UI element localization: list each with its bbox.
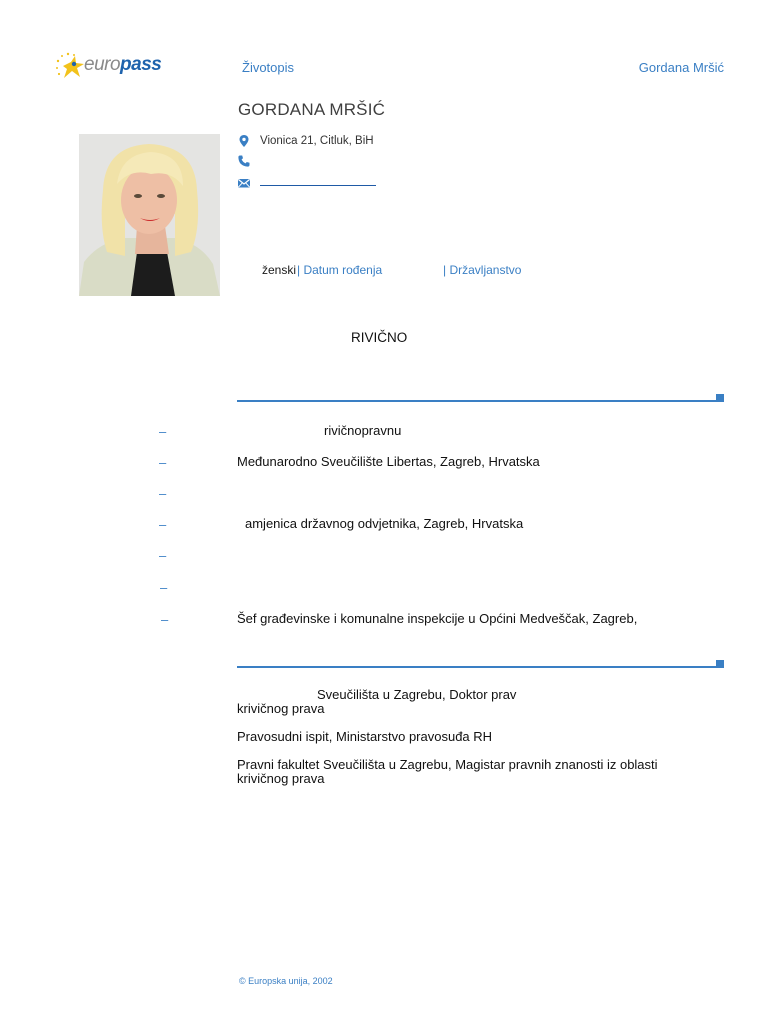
document-title: Životopis <box>242 60 295 75</box>
profile-photo <box>79 134 220 296</box>
experience-dash: – <box>159 517 167 532</box>
birth-date-label: | Datum rođenja <box>297 263 383 277</box>
logo-pass-text: pass <box>120 54 162 75</box>
experience-entry: amjenica državnog odvjetnika, Zagreb, Hrvatska <box>245 516 524 531</box>
experience-section-marker <box>716 394 724 402</box>
experience-section-rule <box>237 400 718 402</box>
document-owner-name: Gordana Mršić <box>638 60 724 75</box>
education-entry <box>237 758 658 786</box>
experience-dash: – <box>160 580 168 595</box>
address-row <box>237 134 374 148</box>
education-entry <box>237 730 492 744</box>
education-entry-line2: krivičnog prava <box>237 701 325 716</box>
experience-dash: – <box>159 548 167 563</box>
gender-value: ženski <box>262 263 297 277</box>
person-full-name: GORDANA MRŠIĆ <box>238 100 386 119</box>
education-entry-line1: Sveučilišta u Zagrebu, Doktor prav <box>317 687 517 702</box>
experience-dash: – <box>159 455 167 470</box>
map-pin-icon <box>237 134 251 148</box>
education-entry-line1: Pravni fakultet Sveučilišta u Zagrebu, Magistar pravnih znanosti iz oblasti <box>237 757 658 772</box>
email-row <box>237 176 376 190</box>
education-entry-line1: Pravosudni ispit, Ministarstvo pravosuđa RH <box>237 729 493 744</box>
education-section-marker <box>716 660 724 668</box>
europass-star-figure-icon <box>54 52 88 82</box>
phone-icon <box>237 154 251 168</box>
experience-dash: – <box>159 424 167 439</box>
experience-entry: rivičnopravnu <box>324 423 402 438</box>
address-text: Vionica 21, Citluk, BiH <box>260 135 374 147</box>
experience-entry: Šef građevinske i komunalne inspekcije u Općini Medveščak, Zagreb, <box>237 611 638 626</box>
envelope-icon <box>237 176 251 190</box>
nationality-label: | Državljanstvo <box>443 263 522 277</box>
experience-entry: Međunarodno Sveučilište Libertas, Zagreb, Hrvatska <box>237 454 540 469</box>
europass-logo <box>54 52 164 82</box>
desired-occupation: RIVIČNO <box>351 330 408 345</box>
experience-dash: – <box>159 486 167 501</box>
footer-copyright: © Europska unija, 2002 <box>239 976 333 986</box>
experience-dash: – <box>161 612 169 627</box>
education-section-rule <box>237 666 718 668</box>
phone-row <box>237 154 251 168</box>
education-entry-line2: krivičnog prava <box>237 771 325 786</box>
email-link[interactable] <box>260 181 376 186</box>
education-entry <box>237 688 516 716</box>
logo-euro-text: euro <box>84 54 121 75</box>
